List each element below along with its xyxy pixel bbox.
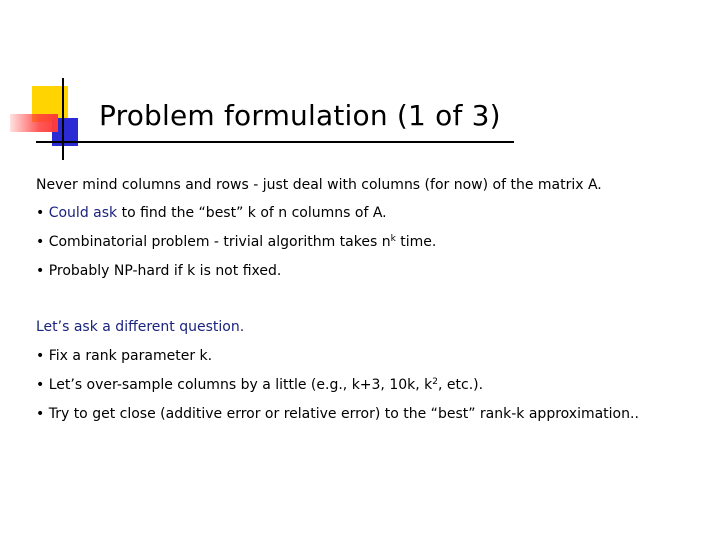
bullet-combinatorial xyxy=(36,232,436,252)
slide-title: Problem formulation (1 of 3) xyxy=(99,99,501,132)
bullet-np-hard: • Probably NP-hard if k is not fixed. xyxy=(36,263,282,279)
bullet-could-ask-rest: to find the “best” k of n columns of A. xyxy=(117,205,387,221)
bullet-combinatorial-end: time. xyxy=(395,234,437,250)
exponent-2: 2 xyxy=(432,377,438,387)
bullet-oversample-text: • Let’s over-sample columns by a little (e.g., k+3, 10k, k xyxy=(36,377,433,393)
bullet-combinatorial-text: • Combinatorial problem - trivial algorithm takes n xyxy=(36,234,391,250)
logo-vertical-line xyxy=(62,78,64,160)
slide-logo xyxy=(0,0,100,170)
bullet-marker: • xyxy=(36,205,49,221)
could-ask-text: Could ask xyxy=(48,205,118,221)
bullet-oversample-end: , etc.). xyxy=(438,377,484,393)
title-underline xyxy=(36,141,514,143)
exponent-k: k xyxy=(390,234,396,244)
bullet-could-ask xyxy=(36,203,387,223)
question-line: Let’s ask a different question. xyxy=(36,319,245,335)
bullet-approximation: • Try to get close (additive error or relative error) to the “best” rank-k approximation.. xyxy=(36,406,639,422)
bullet-oversample xyxy=(36,375,483,395)
logo-red-bar xyxy=(10,114,58,132)
bullet-fix-rank: • Fix a rank parameter k. xyxy=(36,348,213,364)
intro-line: Never mind columns and rows - just deal with columns (for now) of the matrix A. xyxy=(36,177,602,193)
